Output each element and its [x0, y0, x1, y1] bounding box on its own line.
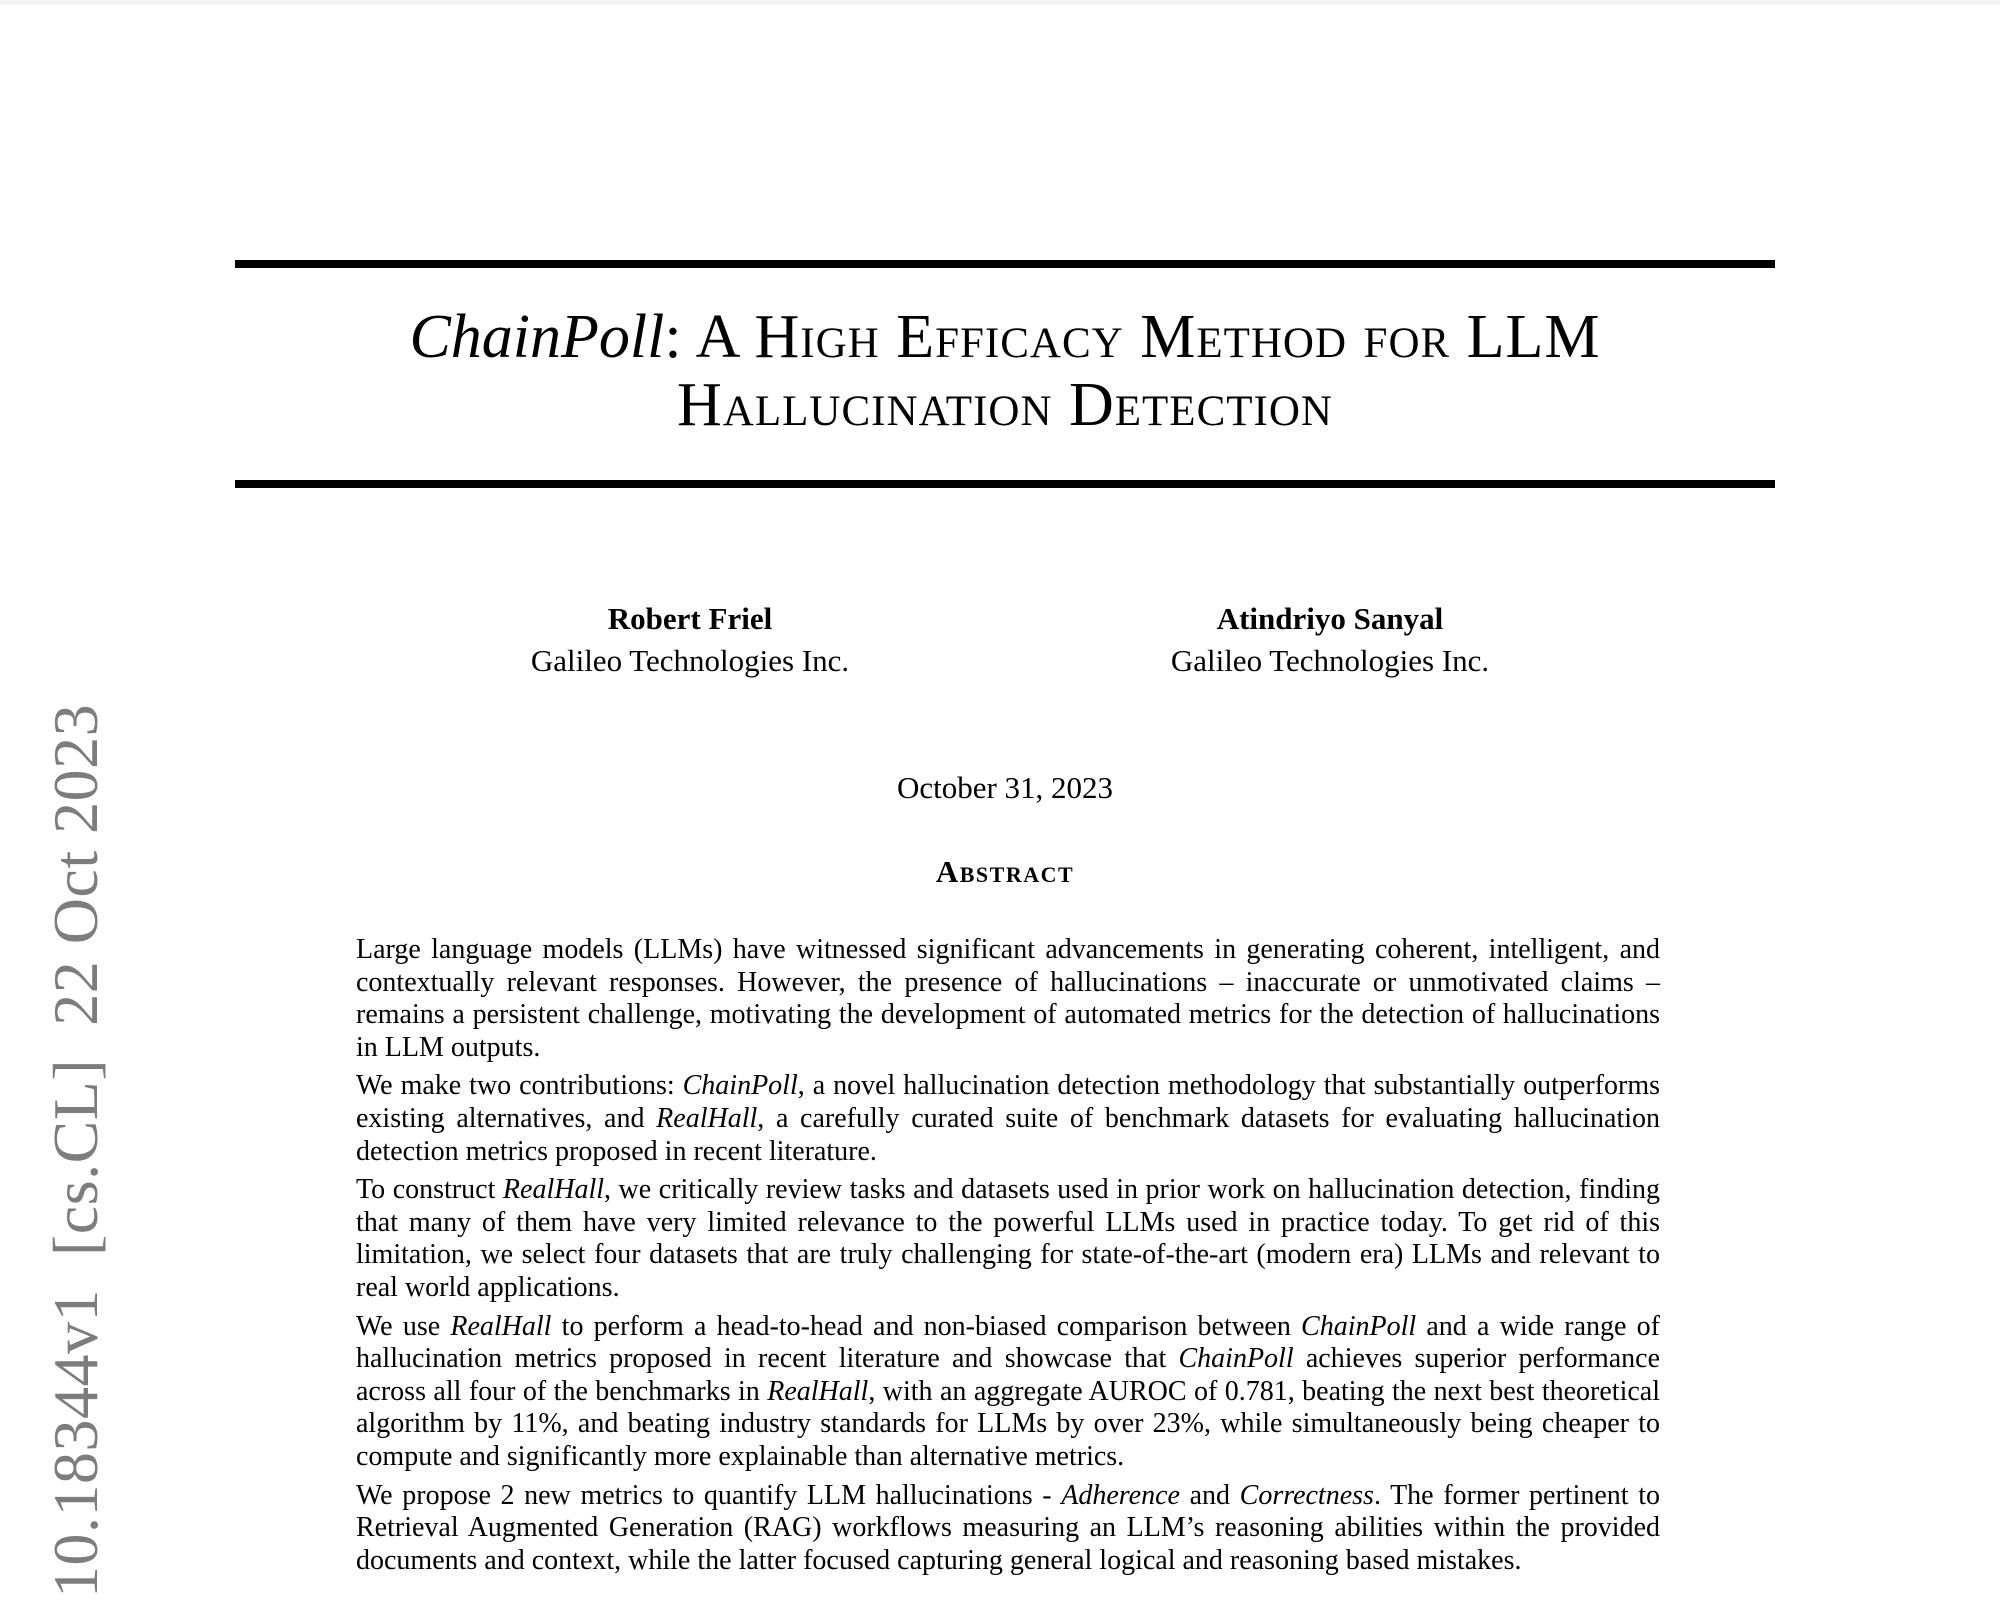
title-line-1	[409, 303, 1600, 371]
text-run: We propose 2 new metrics to quantify LLM hallucinations -	[356, 1479, 1062, 1511]
author-block-2	[1171, 598, 1489, 682]
abstract-paragraph	[356, 1070, 1660, 1168]
author-affiliation: Galileo Technologies Inc.	[530, 643, 850, 678]
text-run: Large language models (LLMs) have witnessed significant advancements in generating coherent, intelligent, and contextually relevant responses. However, the presence of hallucinations – inaccurate or unmotivated claims – remains a persistent challenge, motivating the development of automated metrics for the detection of hallucinations in LLM outputs.	[356, 934, 1660, 1063]
arxiv-watermark: 10.18344v1 [cs.CL] 22 Oct 2023	[40, 703, 111, 1598]
text-run: achieves superior performance across all four of the benchmarks in	[356, 1343, 1660, 1407]
chainpoll-term: ChainPoll	[682, 1070, 798, 1102]
text-run: and	[1179, 1479, 1240, 1511]
title-chainpoll-italic: ChainPoll	[409, 303, 665, 371]
author-name: Atindriyo Sanyal	[1216, 601, 1444, 636]
chainpoll-term: ChainPoll	[1301, 1310, 1417, 1342]
abstract-paragraph	[356, 1480, 1660, 1578]
author-name: Robert Friel	[607, 601, 773, 636]
abstract-body	[356, 934, 1660, 1583]
top-edge-shadow	[0, 0, 2000, 5]
text-run: , with an aggregate AUROC of 0.781, beating the next best theoretical algorithm by 11%, and beating industry standards for LLMs by over 23%, while simultaneously being cheaper to compute and significantly more explainable than alternative metrics.	[356, 1375, 1660, 1472]
author-affiliation: Galileo Technologies Inc.	[1170, 643, 1490, 678]
title-rule-top	[235, 260, 1775, 268]
text-run: We make two contributions:	[356, 1070, 683, 1102]
realhall-term: RealHall	[656, 1102, 758, 1134]
text-run: , we critically review tasks and datasets used in prior work on hallucination detection, finding that many of them have very limited relevance to the powerful LLMs used in practice today. To get rid of this limitation, we select four datasets that are truly challenging for state-of-the-art (modern era) LLMs and relevant to real world applications.	[356, 1174, 1660, 1303]
text-run: , a novel hallucination detection methodology that substantially outperforms existing alternatives, and	[356, 1070, 1660, 1134]
chainpoll-term: ChainPoll	[1178, 1343, 1294, 1375]
title-line-1-rest: : A High Efficacy Method for LLM	[664, 303, 1601, 371]
paper-title	[135, 303, 1875, 439]
text-run: . The former pertinent to Retrieval Augmented Generation (RAG) workflows measuring an LLM’s reasoning abilities within the provided documents and context, while the latter focused capturing general logical and reasoning based mistakes.	[356, 1479, 1660, 1576]
text-run: to perform a head-to-head and non-biased comparison between	[551, 1310, 1302, 1342]
realhall-term: RealHall	[767, 1375, 869, 1407]
abstract-paragraph	[356, 934, 1660, 1064]
text-run: and a wide range of hallucination metrics proposed in recent literature and showcase that	[356, 1310, 1660, 1375]
abstract-heading: Abstract	[935, 854, 1075, 889]
correctness-term: Correctness	[1239, 1479, 1374, 1511]
author-block-1	[531, 598, 849, 682]
realhall-term: RealHall	[450, 1310, 552, 1342]
text-run: We use	[356, 1310, 451, 1342]
abstract-paragraph	[356, 1174, 1660, 1304]
realhall-term: RealHall	[502, 1174, 604, 1206]
title-rule-bottom	[235, 480, 1775, 488]
title-line-2: Hallucination Detection	[677, 371, 1333, 439]
text-run: , a carefully curated suite of benchmark datasets for evaluating hallucination detection metrics proposed in recent literature.	[356, 1102, 1661, 1167]
abstract-paragraph	[356, 1311, 1660, 1474]
paper-date: October 31, 2023	[896, 770, 1114, 805]
adherence-term: Adherence	[1061, 1479, 1180, 1511]
text-run: To construct	[356, 1174, 503, 1206]
